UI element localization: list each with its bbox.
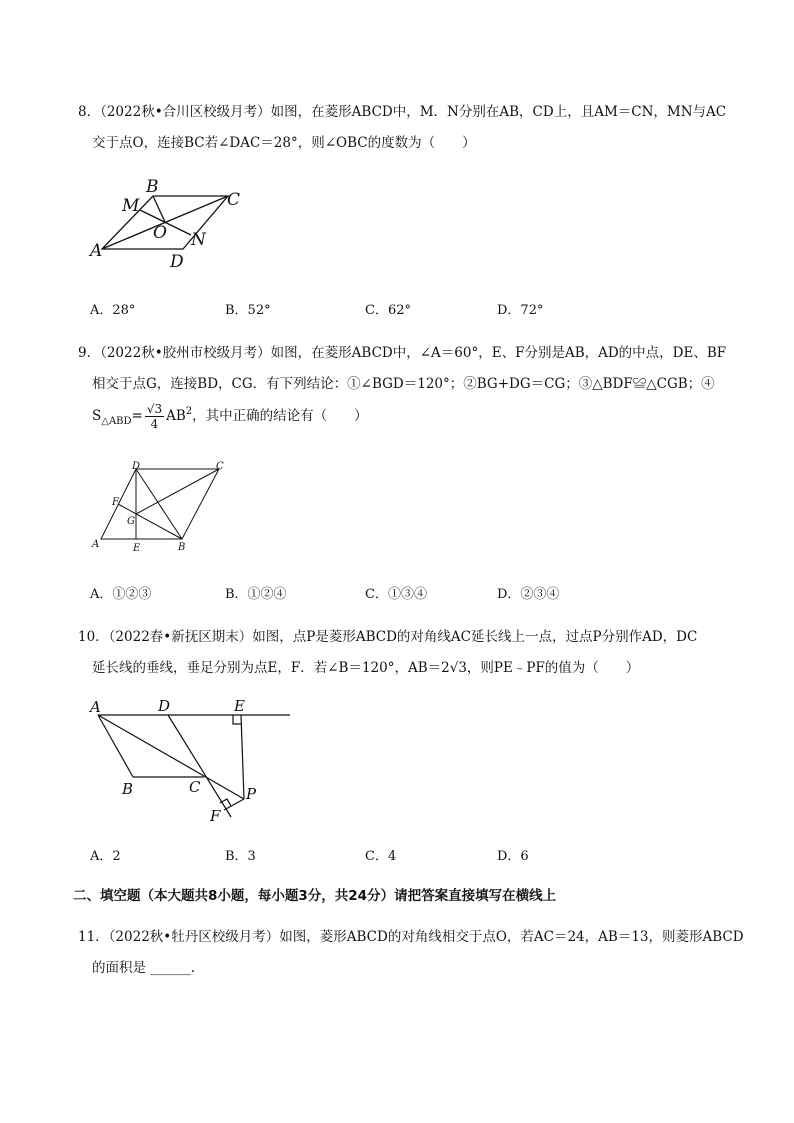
q10-option-c[interactable]: C．4	[365, 849, 397, 864]
q9-formula-den: 4	[150, 417, 159, 431]
q10-option-b[interactable]: B．3	[225, 849, 256, 864]
q11-stem-line2: 的面积是 ______.	[92, 960, 196, 976]
q10-label-a: A	[90, 698, 101, 716]
q9-label-a: A	[92, 539, 100, 550]
q10-segment-pe	[241, 715, 244, 799]
q8-stem-line1: 8．（2022秋•合川区校级月考）如图，在菱形ABCD中，M．N分别在AB，CD上，且AM＝CN，MN与AC	[78, 104, 727, 120]
q8-segment-bo	[153, 196, 165, 222]
q9-formula-eq: =	[131, 408, 143, 424]
q10-figure	[86, 695, 301, 830]
q9-segment-bd	[136, 469, 182, 539]
q8-label-d: D	[170, 252, 184, 272]
q9-stem-line3	[92, 402, 368, 432]
q10-diagonal-ap	[98, 715, 244, 799]
section-2-heading: 二、填空题（本大题共8小题，每小题3分，共24分）请把答案直接填写在横线上	[73, 888, 557, 904]
q10-option-d[interactable]: D．6	[497, 849, 529, 864]
q8-stem-line2: 交于点O，连接BC若∠DAC＝28°，则∠OBC的度数为（ ）	[92, 135, 476, 151]
q10-label-e: E	[234, 697, 245, 715]
q9-formula-num: √3	[146, 402, 163, 416]
q10-label-b: B	[122, 780, 134, 798]
q10-stem-line1: 10．（2022春•新抚区期末）如图，点P是菱形ABCD的对角线AC延长线上一点，过点P分别作AD，DC	[78, 629, 698, 645]
q10-label-f: F	[210, 807, 221, 825]
q8-label-b: B	[146, 177, 159, 197]
q9-label-b: B	[178, 542, 186, 553]
q8-label-a: A	[90, 241, 103, 261]
q8-option-d[interactable]: D．72°	[497, 303, 544, 318]
q10-stem-line2: 延长线的垂线，垂足分别为点E，F．若∠B＝120°，AB＝2√3，则PE﹣PF的值为（ ）	[92, 660, 640, 676]
q8-option-a[interactable]: A．28°	[90, 303, 136, 318]
q9-stem-line2: 相交于点G，连接BD，CG．有下列结论：①∠BGD＝120°；②BG+DG＝CG；③△BDF≌△CGB；④	[92, 376, 715, 392]
q9-label-d: D	[132, 461, 141, 472]
q8-option-b[interactable]: B．52°	[225, 303, 271, 318]
q8-label-o: O	[153, 223, 167, 243]
q9-label-f: F	[112, 497, 119, 508]
q10-right-angle-f	[220, 799, 231, 806]
q10-right-angle-e	[233, 715, 241, 724]
q9-option-d[interactable]: D．②③④	[497, 587, 560, 602]
q9-label-e: E	[133, 543, 141, 554]
q9-formula-s: S	[92, 408, 102, 424]
q10-segment-ab	[98, 715, 133, 777]
q9-formula-sup: 2	[185, 406, 193, 417]
q10-option-a[interactable]: A．2	[90, 849, 121, 864]
q9-option-c[interactable]: C．①③④	[365, 587, 427, 602]
q9-option-a[interactable]: A．①②③	[90, 587, 152, 602]
q9-stem-line1: 9．（2022秋•胶州市校级月考）如图，在菱形ABCD中，∠A＝60°，E、F分别是AB，AD的中点，DE、BF	[78, 345, 727, 361]
q10-label-p: P	[246, 785, 257, 803]
q9-formula-sub: △ABD	[101, 416, 132, 427]
q9-formula-tail: ，其中正确的结论有（ ）	[192, 408, 368, 424]
q9-formula-fraction	[145, 402, 164, 431]
q8-label-c: C	[227, 190, 241, 210]
q9-label-c: C	[216, 461, 224, 472]
q9-label-g: G	[127, 516, 135, 527]
q8-figure	[88, 172, 258, 272]
q10-label-d: D	[158, 697, 171, 715]
q8-label-m: M	[122, 196, 140, 216]
q10-label-c: C	[189, 778, 201, 796]
q11-stem-line1: 11．（2022秋•牡丹区校级月考）如图，菱形ABCD的对角线相交于点O，若AC＝24，AB＝13，则菱形ABCD	[78, 929, 744, 945]
q9-option-b[interactable]: B．①②④	[225, 587, 287, 602]
q8-option-c[interactable]: C．62°	[365, 303, 411, 318]
q8-label-n: N	[191, 230, 206, 250]
q10-segment-pf	[224, 799, 244, 810]
q9-formula-ab: AB	[166, 408, 186, 424]
q9-figure	[86, 459, 236, 556]
